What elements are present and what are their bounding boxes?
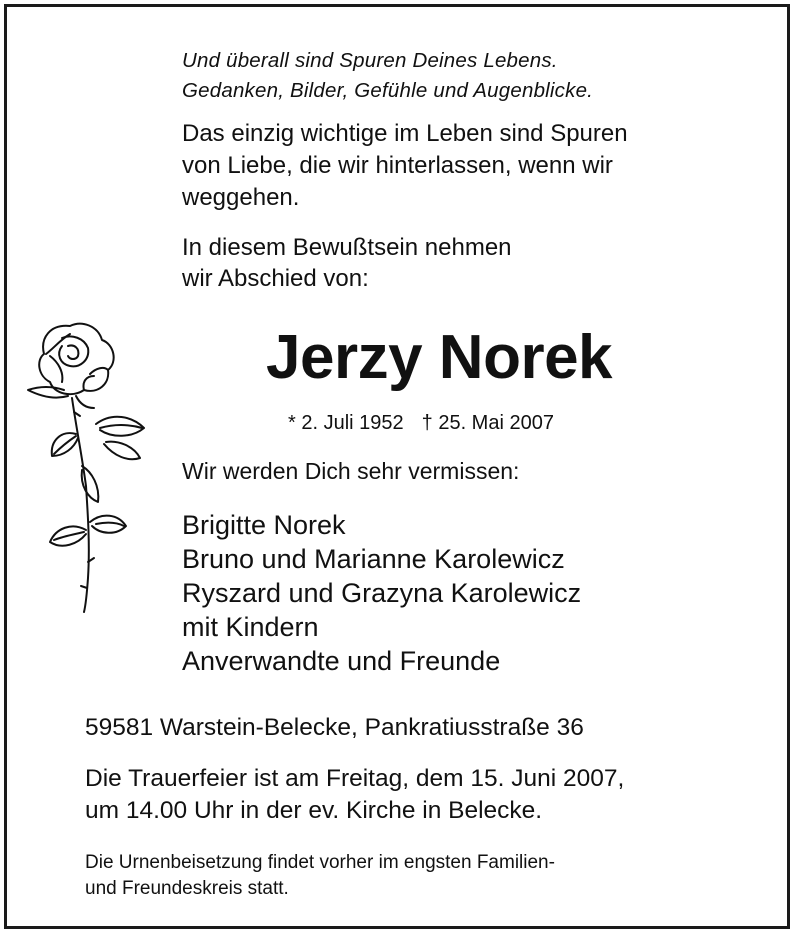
mourner-item: mit Kindern bbox=[182, 612, 319, 642]
quote-line: weggehen. bbox=[182, 184, 300, 211]
mourner-item: Bruno und Marianne Karolewicz bbox=[182, 544, 565, 574]
motto-line: Gedanken, Bilder, Gefühle und Augenblicke. bbox=[182, 79, 594, 102]
funeral-line: Die Trauerfeier ist am Freitag, dem 15. Juni 2007, bbox=[85, 765, 625, 792]
motto bbox=[182, 46, 593, 106]
motto-line: Und überall sind Spuren Deines Lebens. bbox=[182, 49, 558, 72]
mourner-item: Ryszard und Grazyna Karolewicz bbox=[182, 578, 582, 608]
mourners-list bbox=[182, 508, 581, 678]
intro-line: In diesem Bewußtsein nehmen bbox=[182, 234, 512, 261]
birth-date: * 2. Juli 1952 bbox=[288, 412, 404, 434]
quote-line: Das einzig wichtige im Leben sind Spuren bbox=[182, 120, 628, 147]
quote-line: von Liebe, die wir hinterlassen, wenn wir bbox=[182, 152, 613, 179]
address: 59581 Warstein-Belecke, Pankratiusstraße 36 bbox=[85, 714, 584, 741]
rose-icon bbox=[10, 316, 160, 616]
funeral-line: um 14.00 Uhr in der ev. Kirche in Belecke. bbox=[85, 797, 543, 824]
miss-text: Wir werden Dich sehr vermissen: bbox=[182, 458, 520, 484]
funeral-info bbox=[85, 763, 624, 827]
quote bbox=[182, 118, 628, 214]
death-date: † 25. Mai 2007 bbox=[421, 412, 554, 434]
mourner-item: Brigitte Norek bbox=[182, 510, 346, 540]
deceased-name: Jerzy Norek bbox=[266, 323, 613, 392]
urn-burial-note bbox=[85, 850, 555, 902]
intro-line: wir Abschied von: bbox=[182, 265, 369, 292]
mourner-item: Anverwandte und Freunde bbox=[182, 646, 501, 676]
farewell-intro bbox=[182, 232, 512, 294]
urn-line: und Freundeskreis statt. bbox=[85, 878, 289, 899]
life-dates bbox=[288, 409, 554, 437]
urn-line: Die Urnenbeisetzung findet vorher im engsten Familien- bbox=[85, 852, 555, 873]
